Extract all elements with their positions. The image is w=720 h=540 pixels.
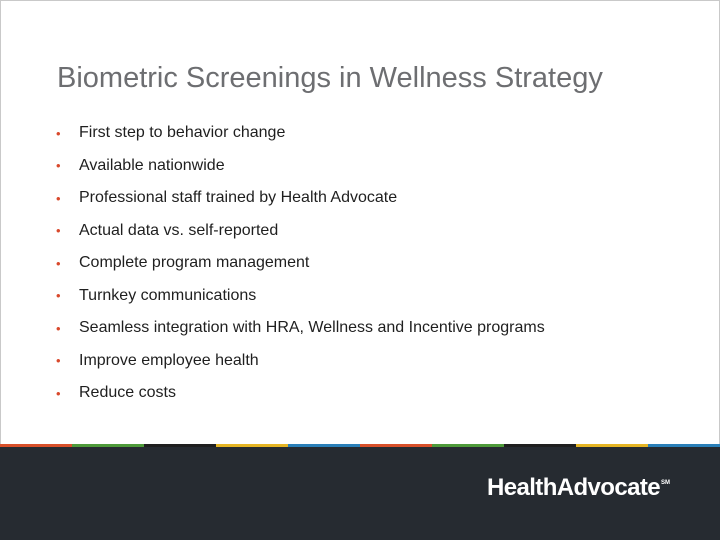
bullet-item bbox=[55, 312, 545, 345]
bullet-item bbox=[55, 117, 545, 150]
bullet-dot-icon: • bbox=[56, 125, 61, 141]
bullet-text: Improve employee health bbox=[79, 351, 259, 369]
bullet-text: Reduce costs bbox=[79, 384, 176, 402]
bullet-dot-icon: • bbox=[56, 320, 61, 336]
slide-title: Biometric Screenings in Wellness Strategy bbox=[57, 62, 603, 94]
service-mark: SM bbox=[660, 480, 670, 486]
bullet-item bbox=[55, 182, 545, 215]
bullet-item bbox=[55, 247, 545, 280]
bullet-dot-icon: • bbox=[56, 158, 61, 174]
bullet-dot-icon: • bbox=[56, 353, 61, 369]
logo-wordmark: HealthAdvocate bbox=[487, 474, 660, 501]
bullet-item bbox=[55, 150, 545, 183]
bullet-text: Complete program management bbox=[79, 254, 310, 272]
bullet-text: Professional staff trained by Health Advocate bbox=[79, 189, 398, 207]
bullet-text: Actual data vs. self-reported bbox=[79, 221, 279, 239]
bullet-text: First step to behavior change bbox=[79, 124, 286, 142]
bullet-item bbox=[55, 345, 545, 378]
bullet-dot-icon: • bbox=[56, 385, 61, 401]
bullet-item bbox=[55, 280, 545, 313]
bullet-list bbox=[55, 117, 545, 410]
bullet-dot-icon: • bbox=[56, 255, 61, 271]
bullet-text: Turnkey communications bbox=[79, 286, 257, 304]
bullet-dot-icon: • bbox=[56, 288, 61, 304]
bullet-dot-icon: • bbox=[56, 190, 61, 206]
bullet-dot-icon: • bbox=[56, 223, 61, 239]
bullet-item bbox=[55, 215, 545, 248]
bullet-text: Available nationwide bbox=[79, 156, 225, 174]
bullet-item bbox=[55, 377, 545, 410]
bullet-text: Seamless integration with HRA, Wellness and Incentive programs bbox=[79, 319, 545, 337]
health-advocate-logo bbox=[487, 474, 670, 502]
